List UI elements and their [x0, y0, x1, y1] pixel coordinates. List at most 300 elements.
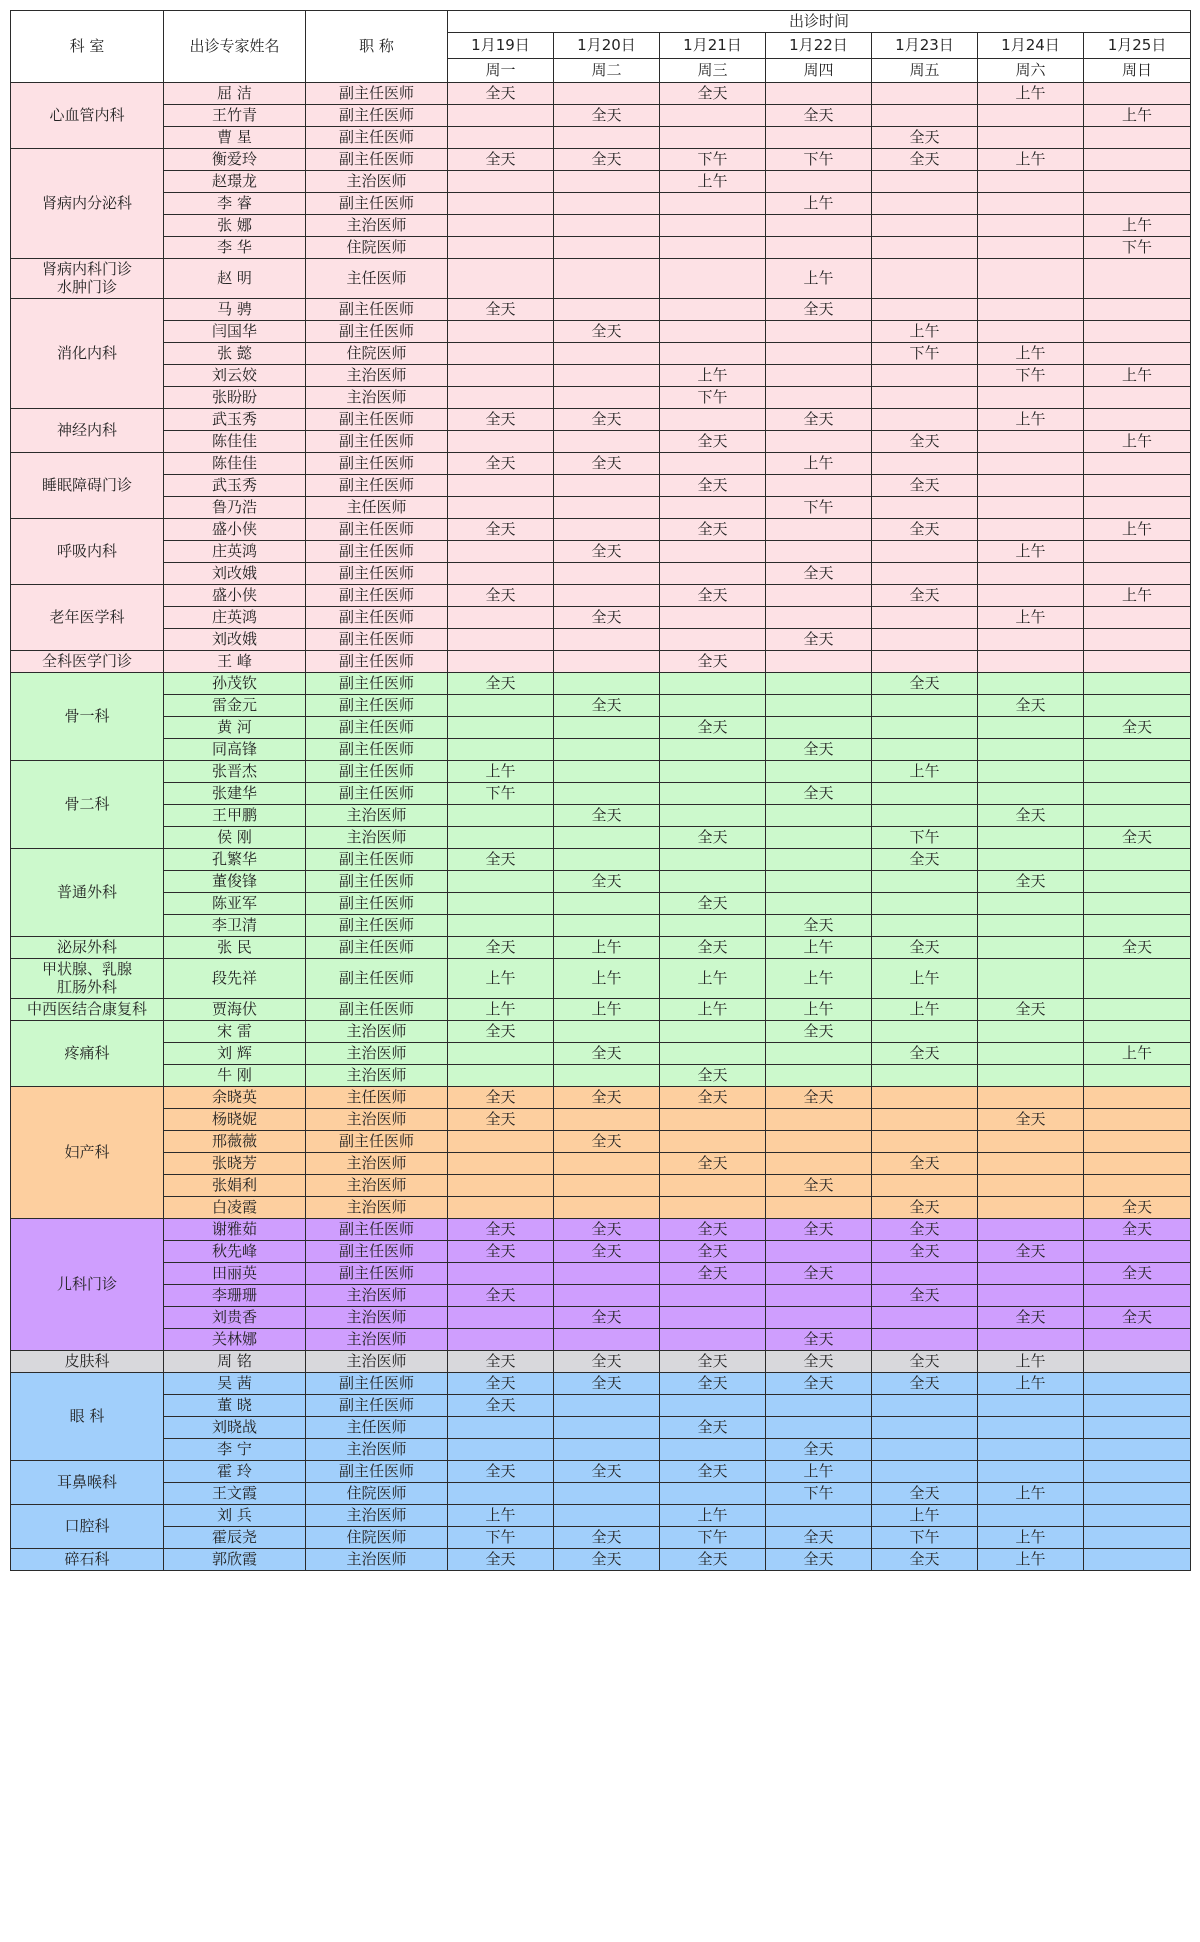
- doctor-name: 刘晓战: [164, 1417, 306, 1439]
- schedule-cell: [554, 259, 660, 299]
- schedule-cell: [1084, 1351, 1191, 1373]
- schedule-cell: 全天: [872, 149, 978, 171]
- schedule-cell: 上午: [448, 999, 554, 1021]
- schedule-cell: [872, 783, 978, 805]
- schedule-cell: 上午: [978, 1549, 1084, 1571]
- schedule-cell: 全天: [766, 1219, 872, 1241]
- schedule-cell: 全天: [554, 1527, 660, 1549]
- schedule-cell: [554, 1021, 660, 1043]
- doctor-name: 盛小侠: [164, 585, 306, 607]
- schedule-cell: [978, 431, 1084, 453]
- table-row: [11, 1549, 1191, 1571]
- schedule-cell: [766, 717, 872, 739]
- table-row: [11, 1131, 1191, 1153]
- schedule-cell: [978, 1285, 1084, 1307]
- schedule-cell: [872, 1175, 978, 1197]
- schedule-cell: [872, 83, 978, 105]
- dept-cell: 全科医学门诊: [11, 651, 164, 673]
- table-row: [11, 893, 1191, 915]
- table-row: [11, 409, 1191, 431]
- schedule-cell: [1084, 1329, 1191, 1351]
- schedule-cell: [766, 215, 872, 237]
- schedule-cell: [978, 1263, 1084, 1285]
- schedule-cell: [660, 673, 766, 695]
- schedule-cell: [766, 1109, 872, 1131]
- schedule-cell: [554, 717, 660, 739]
- table-row: [11, 475, 1191, 497]
- schedule-cell: 全天: [554, 1241, 660, 1263]
- doctor-title: 主任医师: [306, 497, 448, 519]
- schedule-cell: [1084, 171, 1191, 193]
- schedule-cell: [448, 475, 554, 497]
- table-row: [11, 365, 1191, 387]
- schedule-cell: [554, 1263, 660, 1285]
- doctor-title: 副主任医师: [306, 937, 448, 959]
- schedule-cell: 全天: [766, 783, 872, 805]
- doctor-title: 副主任医师: [306, 629, 448, 651]
- schedule-cell: [978, 1175, 1084, 1197]
- doctor-name: 秋先峰: [164, 1241, 306, 1263]
- schedule-cell: [554, 193, 660, 215]
- table-row: [11, 149, 1191, 171]
- schedule-cell: 全天: [660, 1351, 766, 1373]
- doctor-name: 郭欣霞: [164, 1549, 306, 1571]
- doctor-title: 副主任医师: [306, 1373, 448, 1395]
- table-row: [11, 629, 1191, 651]
- schedule-cell: [660, 849, 766, 871]
- schedule-cell: 上午: [1084, 519, 1191, 541]
- schedule-cell: [1084, 541, 1191, 563]
- doctor-title: 副主任医师: [306, 1219, 448, 1241]
- schedule-cell: [660, 1307, 766, 1329]
- doctor-title: 副主任医师: [306, 871, 448, 893]
- schedule-cell: [448, 805, 554, 827]
- schedule-cell: [872, 1461, 978, 1483]
- schedule-cell: [1084, 321, 1191, 343]
- doctor-title: 主治医师: [306, 1329, 448, 1351]
- schedule-cell: 上午: [554, 999, 660, 1021]
- schedule-cell: 全天: [978, 1109, 1084, 1131]
- schedule-cell: [554, 1395, 660, 1417]
- table-row: [11, 1197, 1191, 1219]
- doctor-title: 主任医师: [306, 1417, 448, 1439]
- schedule-cell: 全天: [448, 1109, 554, 1131]
- schedule-cell: [448, 915, 554, 937]
- schedule-cell: 全天: [554, 321, 660, 343]
- schedule-cell: 下午: [660, 387, 766, 409]
- schedule-cell: 下午: [766, 149, 872, 171]
- schedule-cell: [978, 193, 1084, 215]
- schedule-cell: [554, 1439, 660, 1461]
- doctor-title: 副主任医师: [306, 1131, 448, 1153]
- schedule-cell: [978, 1417, 1084, 1439]
- table-row: [11, 1417, 1191, 1439]
- schedule-cell: 全天: [554, 1549, 660, 1571]
- schedule-cell: 全天: [766, 299, 872, 321]
- schedule-cell: 上午: [978, 1351, 1084, 1373]
- schedule-cell: [978, 1197, 1084, 1219]
- dept-cell: 中西医结合康复科: [11, 999, 164, 1021]
- schedule-cell: [660, 1329, 766, 1351]
- schedule-cell: [554, 739, 660, 761]
- schedule-cell: 上午: [872, 999, 978, 1021]
- doctor-title: 主治医师: [306, 1043, 448, 1065]
- doctor-title: 住院医师: [306, 1483, 448, 1505]
- schedule-cell: 全天: [872, 1373, 978, 1395]
- table-row: [11, 937, 1191, 959]
- doctor-title: 副主任医师: [306, 321, 448, 343]
- schedule-cell: [872, 1417, 978, 1439]
- table-row: [11, 215, 1191, 237]
- table-row: [11, 959, 1191, 999]
- schedule-cell: [766, 849, 872, 871]
- schedule-cell: [872, 299, 978, 321]
- schedule-cell: 全天: [448, 1219, 554, 1241]
- table-row: [11, 695, 1191, 717]
- schedule-cell: 全天: [766, 563, 872, 585]
- schedule-cell: [448, 497, 554, 519]
- schedule-cell: [554, 1285, 660, 1307]
- schedule-cell: [660, 1395, 766, 1417]
- doctor-name: 谢雅茹: [164, 1219, 306, 1241]
- schedule-cell: [448, 431, 554, 453]
- dept-cell: 神经内科: [11, 409, 164, 453]
- schedule-cell: 全天: [448, 409, 554, 431]
- doctor-name: 张 懿: [164, 343, 306, 365]
- schedule-cell: [1084, 1505, 1191, 1527]
- schedule-cell: [872, 607, 978, 629]
- doctor-name: 黄 河: [164, 717, 306, 739]
- schedule-cell: [766, 1197, 872, 1219]
- doctor-name: 周 铭: [164, 1351, 306, 1373]
- schedule-cell: 全天: [872, 1219, 978, 1241]
- schedule-cell: [554, 673, 660, 695]
- doctor-name: 段先祥: [164, 959, 306, 999]
- schedule-cell: 全天: [872, 1241, 978, 1263]
- schedule-cell: 全天: [554, 607, 660, 629]
- schedule-cell: [554, 1153, 660, 1175]
- doctor-name: 刘 辉: [164, 1043, 306, 1065]
- schedule-cell: [872, 387, 978, 409]
- schedule-cell: 上午: [978, 607, 1084, 629]
- dept-cell: 耳鼻喉科: [11, 1461, 164, 1505]
- schedule-cell: 全天: [766, 1439, 872, 1461]
- schedule-cell: [978, 321, 1084, 343]
- table-row: [11, 1527, 1191, 1549]
- doctor-name: 田丽英: [164, 1263, 306, 1285]
- schedule-cell: [978, 1043, 1084, 1065]
- doctor-name: 余晓英: [164, 1087, 306, 1109]
- schedule-cell: [1084, 761, 1191, 783]
- schedule-cell: [448, 739, 554, 761]
- schedule-cell: 上午: [554, 937, 660, 959]
- schedule-cell: 全天: [766, 915, 872, 937]
- doctor-title: 副主任医师: [306, 299, 448, 321]
- schedule-cell: 全天: [448, 585, 554, 607]
- schedule-cell: [554, 83, 660, 105]
- schedule-cell: 全天: [554, 409, 660, 431]
- schedule-cell: [766, 695, 872, 717]
- schedule-cell: [978, 1395, 1084, 1417]
- schedule-cell: [554, 849, 660, 871]
- doctor-name: 吴 茜: [164, 1373, 306, 1395]
- schedule-cell: 全天: [660, 1461, 766, 1483]
- schedule-cell: [1084, 959, 1191, 999]
- schedule-cell: [554, 629, 660, 651]
- doctor-name: 刘贵香: [164, 1307, 306, 1329]
- schedule-cell: [554, 1109, 660, 1131]
- schedule-cell: [554, 365, 660, 387]
- doctor-title: 副主任医师: [306, 563, 448, 585]
- schedule-cell: [660, 237, 766, 259]
- schedule-cell: [554, 387, 660, 409]
- schedule-cell: [660, 343, 766, 365]
- schedule-cell: [978, 215, 1084, 237]
- table-row: [11, 849, 1191, 871]
- schedule-cell: [872, 171, 978, 193]
- schedule-cell: [1084, 1087, 1191, 1109]
- doctor-name: 张娟利: [164, 1175, 306, 1197]
- schedule-cell: [554, 299, 660, 321]
- schedule-cell: 全天: [660, 1065, 766, 1087]
- schedule-cell: [1084, 1153, 1191, 1175]
- schedule-cell: [448, 1263, 554, 1285]
- schedule-cell: 全天: [978, 1307, 1084, 1329]
- schedule-cell: 全天: [1084, 717, 1191, 739]
- schedule-cell: 全天: [872, 849, 978, 871]
- table-row: [11, 431, 1191, 453]
- doctor-title: 住院医师: [306, 343, 448, 365]
- doctor-title: 主治医师: [306, 1307, 448, 1329]
- schedule-cell: [660, 1285, 766, 1307]
- schedule-cell: [1084, 673, 1191, 695]
- schedule-cell: [448, 1439, 554, 1461]
- schedule-cell: [872, 651, 978, 673]
- schedule-cell: [978, 893, 1084, 915]
- schedule-cell: 全天: [660, 651, 766, 673]
- doctor-title: 主治医师: [306, 365, 448, 387]
- schedule-cell: [554, 343, 660, 365]
- schedule-cell: 全天: [554, 541, 660, 563]
- schedule-cell: [766, 585, 872, 607]
- doctor-title: 副主任医师: [306, 1395, 448, 1417]
- schedule-cell: 全天: [448, 299, 554, 321]
- schedule-cell: [766, 673, 872, 695]
- schedule-cell: [872, 1329, 978, 1351]
- table-row: [11, 1461, 1191, 1483]
- doctor-name: 赵 明: [164, 259, 306, 299]
- schedule-cell: [978, 739, 1084, 761]
- dept-cell: 骨一科: [11, 673, 164, 761]
- table-row: [11, 871, 1191, 893]
- schedule-cell: 全天: [448, 1351, 554, 1373]
- schedule-cell: [978, 259, 1084, 299]
- doctor-title: 主治医师: [306, 1505, 448, 1527]
- schedule-cell: [978, 563, 1084, 585]
- schedule-cell: 全天: [978, 805, 1084, 827]
- table-row: [11, 237, 1191, 259]
- schedule-cell: [1084, 695, 1191, 717]
- schedule-cell: [448, 717, 554, 739]
- doctor-title: 主治医师: [306, 1065, 448, 1087]
- schedule-cell: [660, 299, 766, 321]
- schedule-cell: [554, 1175, 660, 1197]
- schedule-cell: [978, 105, 1084, 127]
- schedule-cell: 全天: [978, 695, 1084, 717]
- table-row: [11, 1263, 1191, 1285]
- schedule-cell: [872, 871, 978, 893]
- doctor-name: 白凌霞: [164, 1197, 306, 1219]
- schedule-cell: 全天: [448, 1549, 554, 1571]
- doctor-name: 马 骋: [164, 299, 306, 321]
- dept-cell: 皮肤科: [11, 1351, 164, 1373]
- schedule-cell: [660, 409, 766, 431]
- schedule-cell: 上午: [872, 321, 978, 343]
- schedule-cell: 上午: [978, 409, 1084, 431]
- schedule-cell: [448, 1175, 554, 1197]
- header-dept: 科 室: [11, 11, 164, 83]
- schedule-cell: 全天: [448, 519, 554, 541]
- schedule-cell: 上午: [766, 193, 872, 215]
- schedule-cell: [1084, 259, 1191, 299]
- schedule-cell: 下午: [872, 827, 978, 849]
- schedule-cell: [1084, 893, 1191, 915]
- schedule-cell: 全天: [660, 827, 766, 849]
- table-row: [11, 563, 1191, 585]
- doctor-title: 副主任医师: [306, 105, 448, 127]
- table-row: [11, 1395, 1191, 1417]
- schedule-cell: 全天: [554, 1351, 660, 1373]
- schedule-cell: [448, 541, 554, 563]
- doctor-name: 杨晓妮: [164, 1109, 306, 1131]
- schedule-cell: [660, 1197, 766, 1219]
- schedule-cell: 下午: [448, 1527, 554, 1549]
- schedule-cell: [1084, 409, 1191, 431]
- schedule-cell: [978, 127, 1084, 149]
- schedule-cell: 全天: [872, 1285, 978, 1307]
- schedule-cell: [766, 1285, 872, 1307]
- doctor-name: 董俊锋: [164, 871, 306, 893]
- schedule-cell: 上午: [448, 1505, 554, 1527]
- schedule-cell: 全天: [766, 1175, 872, 1197]
- doctor-title: 主治医师: [306, 827, 448, 849]
- schedule-cell: [660, 563, 766, 585]
- schedule-cell: [554, 1329, 660, 1351]
- table-row: [11, 1351, 1191, 1373]
- doctor-title: 副主任医师: [306, 651, 448, 673]
- doctor-name: 张晋杰: [164, 761, 306, 783]
- schedule-cell: 全天: [766, 409, 872, 431]
- schedule-cell: [766, 83, 872, 105]
- schedule-cell: 全天: [660, 893, 766, 915]
- schedule-cell: 全天: [1084, 1263, 1191, 1285]
- schedule-cell: [766, 893, 872, 915]
- schedule-cell: [1084, 1549, 1191, 1571]
- schedule-cell: [978, 1505, 1084, 1527]
- schedule-cell: 全天: [766, 1021, 872, 1043]
- schedule-cell: 全天: [448, 1285, 554, 1307]
- schedule-cell: 全天: [660, 937, 766, 959]
- schedule-cell: 上午: [1084, 431, 1191, 453]
- schedule-cell: [660, 321, 766, 343]
- doctor-title: 主治医师: [306, 805, 448, 827]
- schedule-cell: [872, 237, 978, 259]
- table-row: [11, 387, 1191, 409]
- doctor-name: 陈佳佳: [164, 453, 306, 475]
- schedule-cell: [978, 827, 1084, 849]
- table-row: [11, 761, 1191, 783]
- schedule-cell: 全天: [554, 1043, 660, 1065]
- schedule-cell: 全天: [872, 1549, 978, 1571]
- doctor-name: 鲁乃浩: [164, 497, 306, 519]
- schedule-cell: [766, 237, 872, 259]
- schedule-cell: [554, 1197, 660, 1219]
- schedule-cell: 全天: [660, 1219, 766, 1241]
- schedule-cell: [448, 321, 554, 343]
- schedule-cell: 上午: [766, 259, 872, 299]
- schedule-cell: 全天: [448, 1461, 554, 1483]
- schedule-cell: [766, 431, 872, 453]
- schedule-cell: 全天: [872, 585, 978, 607]
- dept-cell: 疼痛科: [11, 1021, 164, 1087]
- dept-cell: 妇产科: [11, 1087, 164, 1219]
- schedule-cell: [448, 105, 554, 127]
- schedule-cell: [448, 1483, 554, 1505]
- table-row: [11, 1483, 1191, 1505]
- doctor-title: 副主任医师: [306, 849, 448, 871]
- doctor-name: 张 民: [164, 937, 306, 959]
- schedule-cell: 全天: [978, 999, 1084, 1021]
- schedule-cell: 全天: [554, 695, 660, 717]
- schedule-cell: 上午: [978, 1483, 1084, 1505]
- doctor-title: 主治医师: [306, 1285, 448, 1307]
- schedule-cell: 全天: [766, 105, 872, 127]
- schedule-cell: [554, 915, 660, 937]
- schedule-cell: [1084, 629, 1191, 651]
- schedule-cell: [978, 1065, 1084, 1087]
- schedule-cell: [660, 1131, 766, 1153]
- schedule-cell: 全天: [660, 1263, 766, 1285]
- schedule-cell: [872, 717, 978, 739]
- schedule-cell: [1084, 1373, 1191, 1395]
- schedule-cell: [448, 695, 554, 717]
- schedule-cell: 全天: [554, 105, 660, 127]
- table-row: [11, 1043, 1191, 1065]
- schedule-cell: [448, 193, 554, 215]
- doctor-title: 副主任医师: [306, 127, 448, 149]
- schedule-cell: 上午: [766, 453, 872, 475]
- schedule-cell: 全天: [660, 1549, 766, 1571]
- schedule-cell: [660, 915, 766, 937]
- doctor-title: 副主任医师: [306, 783, 448, 805]
- schedule-cell: 全天: [766, 1087, 872, 1109]
- schedule-cell: 上午: [1084, 215, 1191, 237]
- header-title: 职 称: [306, 11, 448, 83]
- schedule-cell: 上午: [978, 149, 1084, 171]
- schedule-cell: [1084, 563, 1191, 585]
- doctor-title: 副主任医师: [306, 1263, 448, 1285]
- schedule-cell: [448, 1329, 554, 1351]
- schedule-cell: 上午: [766, 959, 872, 999]
- schedule-cell: 下午: [872, 343, 978, 365]
- schedule-cell: 全天: [448, 1373, 554, 1395]
- doctor-title: 主治医师: [306, 215, 448, 237]
- table-row: [11, 321, 1191, 343]
- dept-cell: 肾病内科门诊 水肿门诊: [11, 259, 164, 299]
- schedule-cell: [1084, 1175, 1191, 1197]
- schedule-cell: 全天: [1084, 937, 1191, 959]
- dept-cell: 肾病内分泌科: [11, 149, 164, 259]
